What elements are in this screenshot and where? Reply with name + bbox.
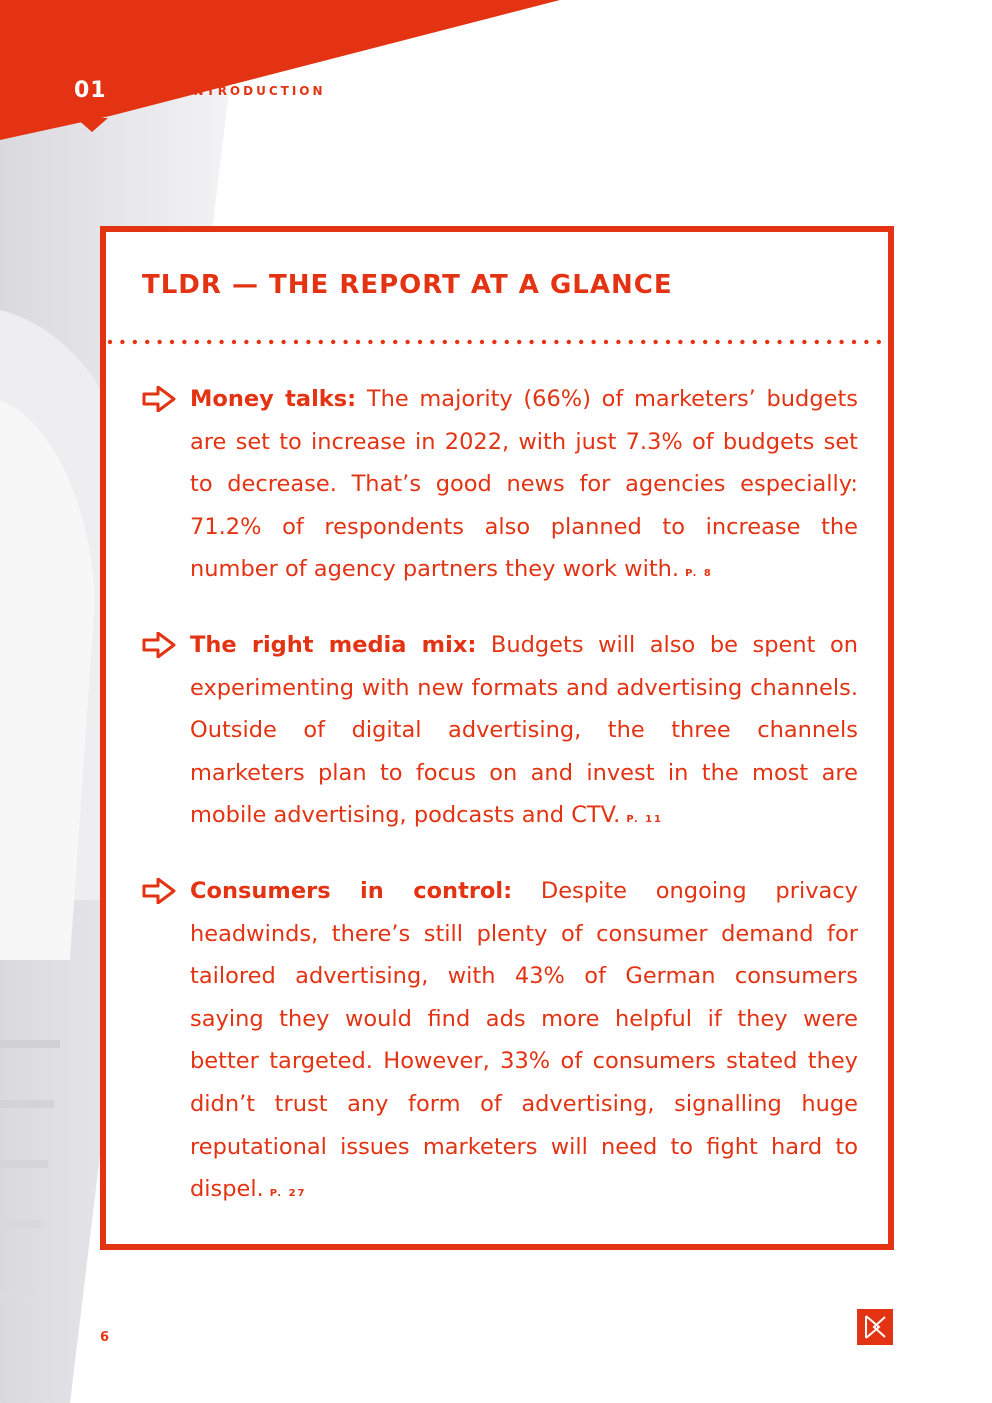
header-banner xyxy=(0,0,992,140)
page-reference: P. 8 xyxy=(685,568,713,580)
arrow-right-icon xyxy=(142,878,176,904)
dotted-divider xyxy=(106,338,888,346)
item-body: Budgets will also be spent on experimenting with new formats and advertising channels. Outside of digital advertising, the three channels marketers plan to focus on and invest in the most are mobile advertising, podcasts and CTV. xyxy=(190,632,858,829)
chapter-number: 01 xyxy=(74,78,107,103)
page-reference: P. 27 xyxy=(269,1188,307,1200)
arrow-right-icon xyxy=(142,386,176,412)
item-heading: The right media mix: xyxy=(190,632,477,658)
card-title: TLDR — THE REPORT AT A GLANCE xyxy=(142,270,673,300)
arrow-right-icon xyxy=(142,632,176,658)
tldr-card xyxy=(100,226,894,1250)
page-reference: P. 11 xyxy=(626,814,664,826)
item-body: Despite ongoing privacy headwinds, there’s still plenty of consumer demand for tailored advertising, with 43% of German consumers saying they would find ads more helpful if they were better targeted. However, 33% of consumers stated they didn’t trust any form of advertising, signalling huge reputational issues marketers will need to fight hard to dispel. xyxy=(190,878,858,1203)
item-heading: Money talks: xyxy=(190,386,357,412)
chapter-title: INTRODUCTION xyxy=(186,84,326,98)
summary-item-consumers xyxy=(142,870,858,1216)
page-number: 6 xyxy=(100,1330,110,1345)
summary-item-media-mix xyxy=(142,624,858,842)
summary-item-money-talks xyxy=(142,378,858,596)
item-heading: Consumers in control: xyxy=(190,878,513,904)
brand-logo-icon xyxy=(857,1309,893,1345)
item-body: The majority (66%) of marketers’ budgets are set to increase in 2022, with just 7.3% of budgets set to decrease. That’s good news for agencies especially: 71.2% of respondents also planned to increase the number of agency partners they work with. xyxy=(190,386,858,583)
